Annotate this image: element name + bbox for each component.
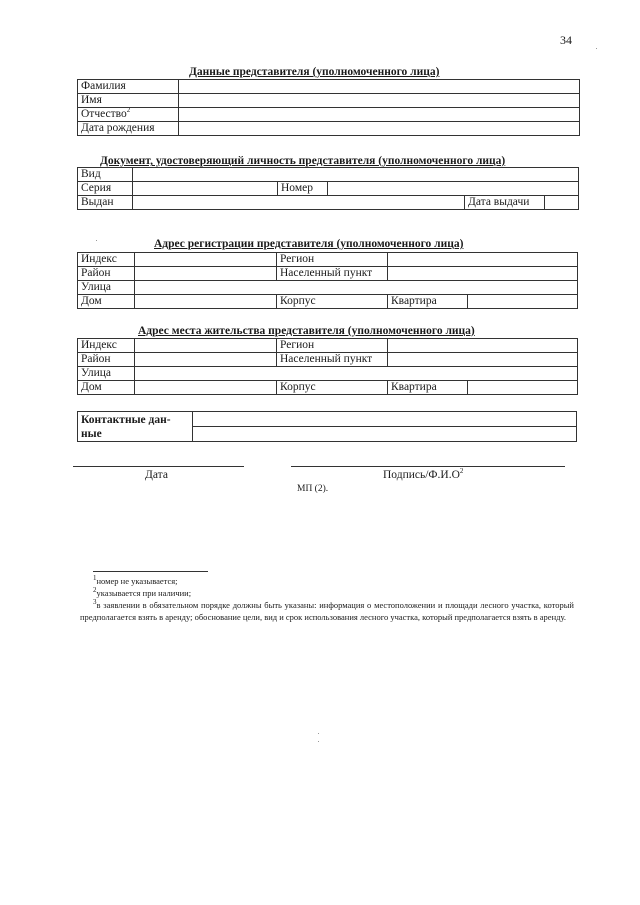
issued-by-field[interactable] (133, 196, 465, 210)
contacts-label-line1: Контактные дан- (81, 414, 171, 426)
table-row (78, 80, 580, 94)
reg-index-label: Индекс (78, 253, 135, 267)
reg-apartment-field[interactable] (468, 295, 578, 309)
table-row (78, 122, 580, 136)
res-street-label: Улица (78, 367, 135, 381)
reg-building-label: Корпус (277, 295, 388, 309)
issue-date-field[interactable] (545, 196, 579, 210)
reg-address-title: Адрес регистрации представителя (уполномоченного лица) (154, 238, 464, 250)
table-row (78, 108, 580, 122)
res-apartment-label: Квартира (388, 381, 468, 395)
table-row (78, 339, 578, 353)
doc-series-label: Серия (78, 182, 133, 196)
footnote-1-mark: 1 (93, 574, 97, 583)
table-row (78, 281, 578, 295)
reg-index-field[interactable] (135, 253, 277, 267)
signature-label (383, 469, 463, 481)
reg-settlement-label: Населенный пункт (277, 267, 388, 281)
birthdate-label: Дата рождения (78, 122, 179, 136)
reg-district-label: Район (78, 267, 135, 281)
doc-number-field[interactable] (328, 182, 579, 196)
reg-house-field[interactable] (135, 295, 277, 309)
scan-speck (318, 741, 319, 742)
rep-data-title: Данные представителя (уполномоченного лица) (189, 66, 440, 78)
table-row (78, 267, 578, 281)
contacts-table (77, 411, 577, 442)
res-settlement-field[interactable] (388, 353, 578, 367)
reg-district-field[interactable] (135, 267, 277, 281)
footnote-2-text: указывается при наличии; (96, 588, 192, 598)
patronymic-label (78, 108, 179, 122)
date-label: Дата (145, 469, 168, 481)
table-row (78, 168, 579, 182)
res-region-label: Регион (277, 339, 388, 353)
res-district-label: Район (78, 353, 135, 367)
contacts-label (78, 412, 193, 442)
doc-number-label: Номер (278, 182, 328, 196)
res-address-table (77, 338, 578, 395)
signature-line (291, 466, 565, 467)
patronymic-field[interactable] (179, 108, 580, 122)
footnote-3-text: в заявлении в обязательном порядке должны быть указаны: информация о местоположении и площади лесного участка, который предполагается взять в аренду; обоснование цели, вид и срок использования лесного участка, который предполагается взять в аренду. (80, 600, 574, 622)
surname-label: Фамилия (78, 80, 179, 94)
scan-speck (596, 48, 597, 49)
scan-speck (96, 240, 97, 241)
reg-region-field[interactable] (388, 253, 578, 267)
table-row (78, 182, 579, 196)
table-row (78, 196, 579, 210)
contacts-field-2[interactable] (193, 427, 577, 442)
footnote-1 (93, 575, 583, 587)
doc-series-field[interactable] (133, 182, 278, 196)
signature-footnote-mark: 2 (459, 467, 464, 476)
id-doc-table (77, 167, 579, 210)
rep-data-table (77, 79, 580, 136)
scan-speck (318, 733, 319, 734)
res-region-field[interactable] (388, 339, 578, 353)
reg-house-label: Дом (78, 295, 135, 309)
footnote-2-mark: 2 (93, 586, 97, 595)
reg-apartment-label: Квартира (388, 295, 468, 309)
table-row (78, 253, 578, 267)
doc-type-field[interactable] (133, 168, 579, 182)
footnote-rule (93, 571, 208, 572)
name-field[interactable] (179, 94, 580, 108)
table-row (78, 295, 578, 309)
patronymic-text: Отчество (81, 108, 127, 120)
stamp-place-label: МП (2). (297, 484, 329, 494)
res-index-label: Индекс (78, 339, 135, 353)
patronymic-footnote-mark: 2 (126, 107, 131, 115)
table-row (78, 381, 578, 395)
reg-street-field[interactable] (135, 281, 578, 295)
res-house-field[interactable] (135, 381, 277, 395)
res-address-title: Адрес места жительства представителя (уполномоченного лица) (138, 325, 475, 337)
res-index-field[interactable] (135, 339, 277, 353)
footnote-1-text: номер не указывается; (96, 576, 178, 586)
signature-text: Подпись/Ф.И.О (383, 469, 460, 481)
res-apartment-field[interactable] (468, 381, 578, 395)
table-row (78, 412, 577, 427)
res-street-field[interactable] (135, 367, 578, 381)
reg-settlement-field[interactable] (388, 267, 578, 281)
res-house-label: Дом (78, 381, 135, 395)
footnote-2 (93, 587, 583, 599)
birthdate-field[interactable] (179, 122, 580, 136)
reg-region-label: Регион (277, 253, 388, 267)
reg-address-table (77, 252, 578, 309)
contacts-field-1[interactable] (193, 412, 577, 427)
res-district-field[interactable] (135, 353, 277, 367)
surname-field[interactable] (179, 80, 580, 94)
reg-street-label: Улица (78, 281, 135, 295)
footnote-3 (80, 599, 574, 623)
res-settlement-label: Населенный пункт (277, 353, 388, 367)
page-number: 34 (560, 33, 572, 47)
table-row (78, 353, 578, 367)
res-building-label: Корпус (277, 381, 388, 395)
footnotes-block (93, 575, 583, 599)
footnote-3-mark: 3 (93, 598, 97, 607)
date-line (73, 466, 244, 467)
issue-date-label: Дата выдачи (465, 196, 545, 210)
table-row (78, 367, 578, 381)
contacts-label-line2: ные (81, 428, 102, 440)
id-doc-title: Документ, удостоверяющий личность представителя (уполномоченного лица) (100, 155, 506, 167)
name-label: Имя (78, 94, 179, 108)
table-row (78, 94, 580, 108)
doc-type-label: Вид (78, 168, 133, 182)
issued-by-label: Выдан (78, 196, 133, 210)
